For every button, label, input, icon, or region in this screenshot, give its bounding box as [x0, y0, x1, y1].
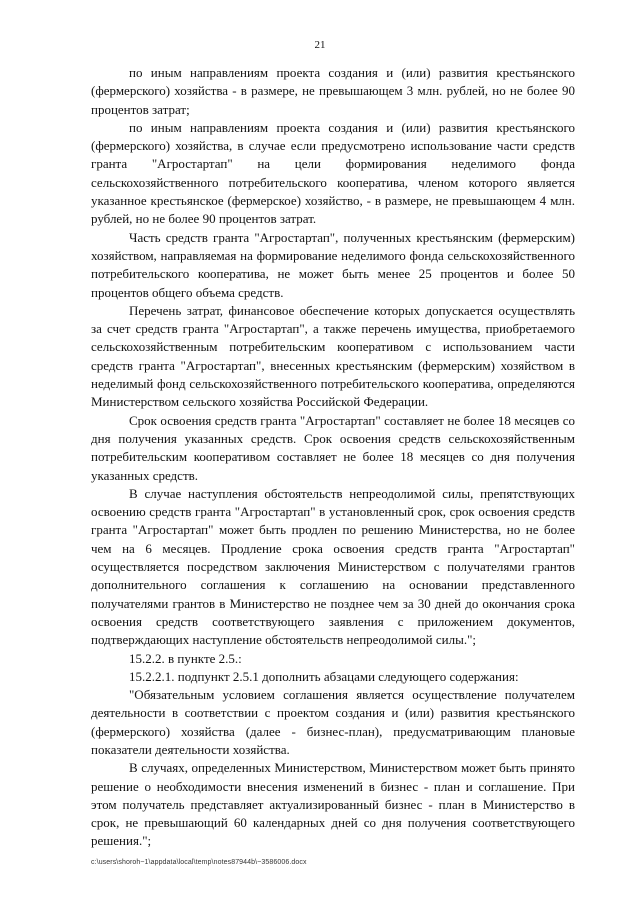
page-number: 21 [314, 39, 326, 51]
paragraph: В случаях, определенных Министерством, Министерством может быть принято решение о необходимости внесения изменений в бизнес - план и соглашение. При этом получатель представляет актуализированный бизнес - план в Министерство в срок, не превышающий 60 календарных дней со дня получения соответствующего решения."; [91, 760, 575, 849]
paragraph: Перечень затрат, финансовое обеспечение которых допускается осуществлять за счет средств гранта "Агростартап", а также перечень имущества, приобретаемого сельскохозяйственным потребительским кооперативом с использованием части средств гранта "Агростартап", внесенных крестьянским (фермерским) хозяйством в неделимый фонд сельскохозяйственного потребительского кооператива, определяются Министерством сельского хозяйства Российской Федерации. [91, 302, 575, 410]
paragraph: В случае наступления обстоятельств непреодолимой силы, препятствующих освоению средств гранта "Агростартап" в установленный срок, срок освоения средств гранта "Агростартап" может быть продлен по решению Министерства, но не более чем на 6 месяцев. Продление срока освоения средств гранта "Агростартап" осуществляется посредством заключения Министерством с получателями грантов дополнительного соглашения к соглашению на основании представленного получателями грантов в Министерство не позднее чем за 30 дней до окончания срока освоения средств соответствующего заявления с приложением документов, подтверждающих наступление обстоятельств непреодолимой силы."; [91, 485, 575, 648]
paragraph: 15.2.2. в пункте 2.5.: [129, 650, 242, 666]
paragraph: 15.2.2.1. подпункт 2.5.1 дополнить абзацами следующего содержания: [129, 668, 519, 684]
paragraph: Срок освоения средств гранта "Агростартап" составляет не более 18 месяцев со дня получения указанных средств. Срок освоения средств сельскохозяйственным потребительским кооперативом составляет не более 18 месяцев со дня получения указанных средств. [91, 412, 575, 483]
footer-file-path: c:\users\shoroh~1\appdata\local\temp\notes87944b\~3586006.docx [91, 859, 307, 866]
paragraph: по иным направлениям проекта создания и (или) развития крестьянского (фермерского) хозяйства, в случае если предусмотрено использование части средств гранта "Агростартап" на цели формирования неделимого фонда сельскохозяйственного потребительского кооператива, членом которого является указанное крестьянское (фермерское) хозяйство, - в размере, не превышающем 4 млн. рублей, но не более 90 процентов затрат. [91, 119, 575, 227]
document-body [91, 64, 575, 851]
paragraph: "Обязательным условием соглашения является осуществление получателем деятельности в соответствии с проектом создания и (или) развития крестьянского (фермерского) хозяйства (далее - бизнес-план), предусматривающим плановые показатели деятельности хозяйства. [91, 687, 575, 757]
paragraph: Часть средств гранта "Агростартап", полученных крестьянским (фермерским) хозяйством, направляемая на формирование неделимого фонда сельскохозяйственного потребительского кооператива, не может быть менее 25 процентов и более 50 процентов общего объема средств. [91, 229, 575, 300]
paragraph: по иным направлениям проекта создания и (или) развития крестьянского (фермерского) хозяйства - в размере, не превышающем 3 млн. рублей, но не более 90 процентов затрат; [91, 65, 575, 117]
